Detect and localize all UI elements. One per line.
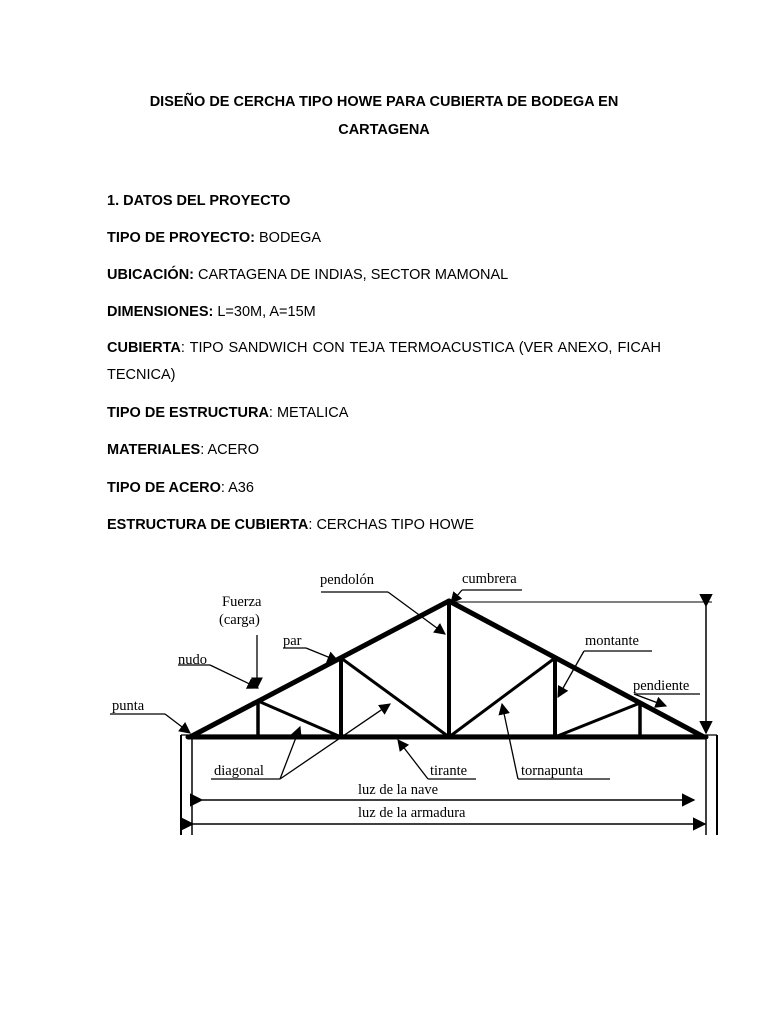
label-pendiente: pendiente (633, 678, 690, 694)
field-value: : CERCHAS TIPO HOWE (308, 517, 475, 533)
label-diagonal: diagonal (214, 763, 264, 779)
label-tornapunta: tornapunta (521, 763, 584, 779)
field-label: TIPO DE PROYECTO: (107, 230, 255, 246)
diagram-labels (112, 571, 689, 821)
field-label: MATERIALES (107, 442, 201, 458)
label-punta: punta (112, 698, 145, 714)
height-dimension (456, 602, 712, 733)
title-line-1: DISEÑO DE CERCHA TIPO HOWE PARA CUBIERTA DE BODEGA EN (149, 94, 619, 110)
label-luz-nave: luz de la nave (358, 782, 439, 798)
section-heading: 1. DATOS DEL PROYECTO (107, 193, 291, 209)
field-label: DIMENSIONES: (107, 304, 214, 320)
field-value: : METALICA (268, 405, 349, 421)
field-value: : TIPO SANDWICH CON TEJA TERMOACUSTICA (VER ANEXO, FICAH TECNICA) (107, 340, 661, 383)
field-dimensiones (107, 304, 316, 320)
right-diagonal-2 (555, 703, 640, 737)
left-diagonal-2 (258, 701, 341, 737)
field-ubicacion (107, 267, 508, 283)
label-fuerza: Fuerza (222, 594, 262, 610)
truss-members (188, 601, 706, 737)
label-carga: (carga) (219, 612, 260, 628)
field-tipo-acero (107, 480, 254, 496)
right-diagonal-1 (449, 658, 555, 737)
left-diagonal-1 (341, 658, 449, 737)
field-value: : A36 (220, 480, 254, 496)
label-montante: montante (585, 633, 639, 649)
field-label: UBICACIÓN: (107, 267, 194, 283)
label-tirante: tirante (430, 763, 468, 779)
field-label: CUBIERTA (107, 340, 181, 356)
field-value: CARTAGENA DE INDIAS, SECTOR MAMONAL (194, 267, 509, 283)
field-cubierta (107, 335, 661, 389)
field-label: TIPO DE ESTRUCTURA (107, 405, 269, 421)
field-materiales (107, 442, 259, 458)
field-value: : ACERO (200, 442, 260, 458)
label-cumbrera: cumbrera (462, 571, 517, 587)
title-line-2: CARTAGENA (338, 122, 430, 138)
label-pendolon: pendolón (320, 572, 374, 588)
label-luz-armadura: luz de la armadura (358, 805, 466, 821)
label-par: par (283, 633, 302, 649)
leader-lines (110, 590, 700, 779)
field-value: L=30M, A=15M (213, 304, 316, 320)
field-estructura-cubierta (107, 517, 474, 533)
right-top-chord (449, 601, 704, 737)
field-label: ESTRUCTURA DE CUBIERTA (107, 517, 309, 533)
howe-truss-diagram (0, 560, 768, 840)
label-nudo: nudo (178, 652, 207, 668)
field-value: BODEGA (254, 230, 322, 246)
field-tipo-estructura (107, 405, 348, 421)
document-title (108, 88, 660, 144)
field-tipo-proyecto (107, 230, 321, 246)
field-label: TIPO DE ACERO (107, 480, 221, 496)
